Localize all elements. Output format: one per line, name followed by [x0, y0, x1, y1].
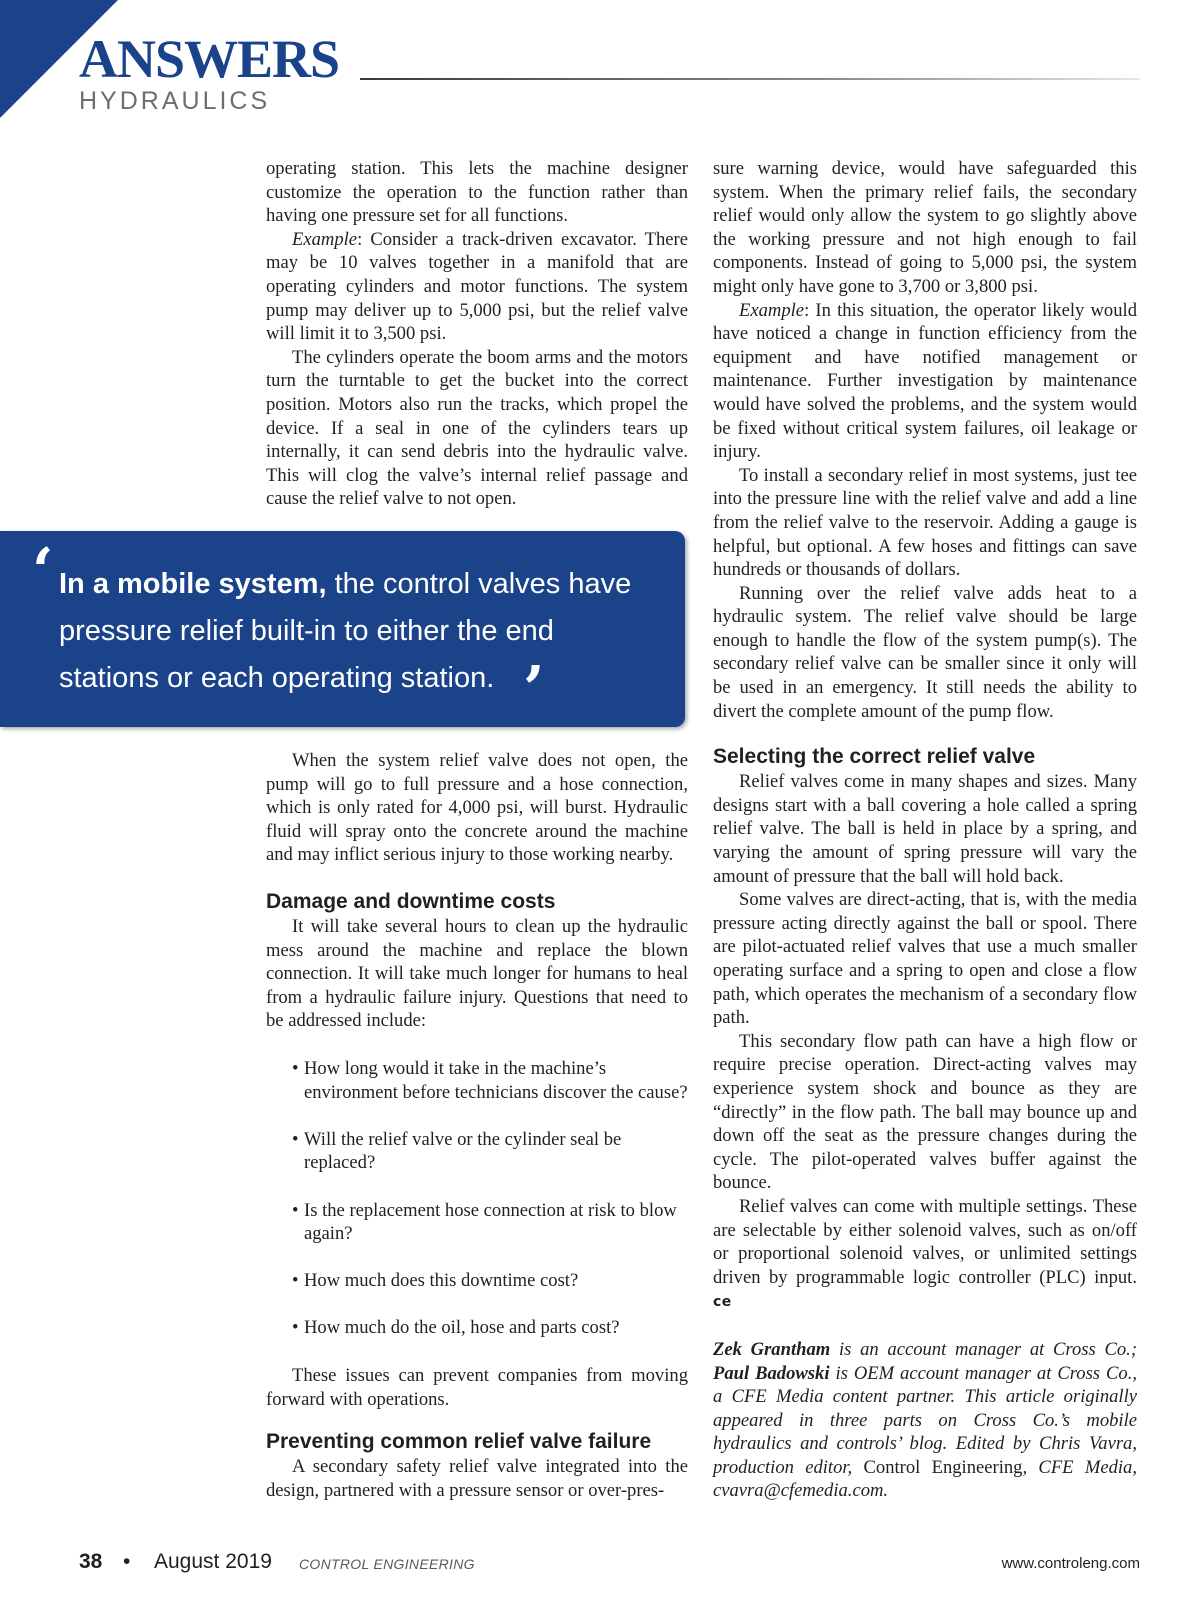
- right-column: [713, 157, 1137, 1503]
- list-item: [292, 1199, 688, 1246]
- author-bio: [713, 1338, 1137, 1503]
- example-label: Example: [292, 228, 358, 250]
- list-item-text: How much does this downtime cost?: [304, 1270, 579, 1292]
- publication-name: Control Engineering: [863, 1456, 1023, 1478]
- author-name: Paul Badowski: [713, 1362, 830, 1384]
- close-quote-icon: ’: [523, 652, 545, 725]
- publication-title: CONTROL ENGINEERING: [299, 1556, 475, 1572]
- heading-damage-costs: Damage and downtime costs: [266, 889, 556, 913]
- heading-preventing-failure: Preventing common relief valve failure: [266, 1430, 652, 1454]
- left-column-bottom: [266, 749, 688, 1502]
- paragraph: [713, 299, 1137, 464]
- paragraph: It will take several hours to clean up the hydraulic mess around the machine and replace the blown connection. It will take much longer for humans to heal from a hydraulic failure injury. Questions that need to be addressed include:: [266, 915, 688, 1032]
- list-item-text: Will the relief valve or the cylinder seal be replaced?: [304, 1128, 622, 1174]
- paragraph-text: : Consider a track-driven excavator. There may be 10 valves together in a manifold that are operating cylinders and motor functions. The system pump may deliver up to 5,000 psi, but the relief valve will limit it to 3,500 psi.: [266, 228, 688, 345]
- left-column-top: [266, 157, 688, 511]
- paragraph: operating station. This lets the machine designer customize the operation to the function rather than having one pressure set for all functions.: [266, 158, 688, 227]
- example-label: Example: [739, 299, 805, 321]
- paragraph: To install a secondary relief in most systems, just tee into the pressure line with the relief valve and add a line from the relief valve to the reservoir. Adding a gauge is helpful, but optional. A few hoses and fittings can save hundreds or thousands of dollars.: [713, 464, 1137, 581]
- pull-quote-text: the control valves have pressure relief built-in to either the end stations or each operating station.: [59, 568, 632, 694]
- bio-text: is an account manager at Cross Co.;: [830, 1338, 1138, 1360]
- pull-quote: [0, 531, 685, 727]
- list-item: [292, 1128, 688, 1175]
- bullet-icon: •: [292, 1057, 299, 1079]
- list-item-text: Is the replacement hose connection at risk to blow again?: [304, 1199, 677, 1245]
- bio-text: is OEM account manager at Cross Co., a CFE Media content partner. This article originally appeared in three parts on Cross Co.’s mobile hydraulics and controls’ blog. Edited by Chris Vavra, production editor,: [713, 1362, 1137, 1478]
- footer-separator: •: [123, 1550, 131, 1573]
- paragraph: Relief valves come in many shapes and sizes. Many designs start with a ball covering a hole called a spring relief valve. The ball is held in place by a spring, and varying the amount of spring pressure will vary the amount of pressure that the ball will hold back.: [713, 771, 1137, 887]
- paragraph: [713, 1195, 1137, 1315]
- list-item-text: How much do the oil, hose and parts cost?: [304, 1317, 620, 1339]
- pull-quote-lead: In a mobile system,: [59, 568, 327, 600]
- bullet-icon: •: [292, 1199, 299, 1221]
- heading-selecting-valve: Selecting the correct relief valve: [713, 745, 1036, 769]
- list-item: [292, 1316, 688, 1340]
- paragraph: The cylinders operate the boom arms and the motors turn the turntable to get the bucket into the correct position. Motors also run the tracks, which propel the device. If a seal in one of the cylinders tears up internally, it can send debris into the hydraulic valve. This will clog the valve’s internal relief passage and cause the relief valve to not open.: [266, 346, 688, 510]
- list-item: [292, 1269, 688, 1293]
- paragraph-text: Relief valves can come with multiple settings. These are selectable by either solenoid valves, such as on/off or proportional solenoid valves, or unlimited settings driven by programmable logic controller (PLC) input.: [713, 1195, 1137, 1288]
- open-quote-icon: ‘: [32, 534, 54, 607]
- bullet-icon: •: [292, 1317, 299, 1339]
- website-url: www.controleng.com: [1001, 1555, 1140, 1572]
- bullet-icon: •: [292, 1270, 299, 1292]
- section-subtitle: HYDRAULICS: [79, 87, 271, 115]
- header-rule: [360, 78, 1140, 80]
- paragraph: Running over the relief valve adds heat to a hydraulic system. The relief valve should be large enough to handle the flow of the system pump(s). The secondary relief valve can be smaller since it only will be used in an emergency. It still needs the ability to divert the complete amount of the pump flow.: [713, 582, 1137, 722]
- paragraph: sure warning device, would have safeguarded this system. When the primary relief fails, the secondary relief would only allow the system to go slightly above the working pressure and not high enough to fail components. Instead of going to 5,000 psi, the system might only have gone to 3,700 or 3,800 psi.: [713, 158, 1137, 297]
- author-name: Zek Grantham: [713, 1338, 831, 1360]
- bio-text: , CFE Media, cvavra@cfemedia.com.: [713, 1456, 1137, 1502]
- questions-list: [266, 1057, 688, 1340]
- paragraph: These issues can prevent companies from moving forward with operations.: [266, 1365, 688, 1410]
- list-item-text: How long would it take in the machine’s environment before technicians discover the cause?: [304, 1057, 688, 1103]
- paragraph: A secondary safety relief valve integrated into the design, partnered with a pressure sensor or over-pres-: [266, 1456, 688, 1501]
- issue-date: August 2019: [154, 1550, 272, 1573]
- end-mark-logo: ce: [713, 1294, 732, 1311]
- page-number: 38: [79, 1550, 103, 1573]
- section-title: ANSWERS: [79, 29, 340, 89]
- paragraph: Some valves are direct-acting, that is, with the media pressure acting directly against the ball or spool. There are pilot-actuated relief valves that use a much smaller operating surface and a spring to open and close a flow path, which operates the mechanism of a secondary flow path.: [713, 889, 1137, 1029]
- list-item: [292, 1057, 688, 1104]
- paragraph: This secondary flow path can have a high flow or require precise operation. Direct-acting valves may experience system shock and bounce as they are “directly” in the flow path. The ball may bounce up and down off the seat as the pressure changes during the cycle. The pilot-operated valves buffer against the bounce.: [713, 1030, 1137, 1194]
- paragraph: When the system relief valve does not open, the pump will go to full pressure and a hose connection, which is only rated for 4,000 psi, will burst. Hydraulic fluid will spray onto the concrete around the machine and may inflict serious injury to those working nearby.: [266, 750, 688, 866]
- paragraph-text: : In this situation, the operator likely would have noticed a change in function efficiency from the equipment and have notified management or maintenance. Further investigation by maintenance would have solved the problems, and the system would be fixed without critical system failures, oil leakage or injury.: [713, 299, 1137, 463]
- bullet-icon: •: [292, 1128, 299, 1150]
- paragraph: [266, 228, 688, 346]
